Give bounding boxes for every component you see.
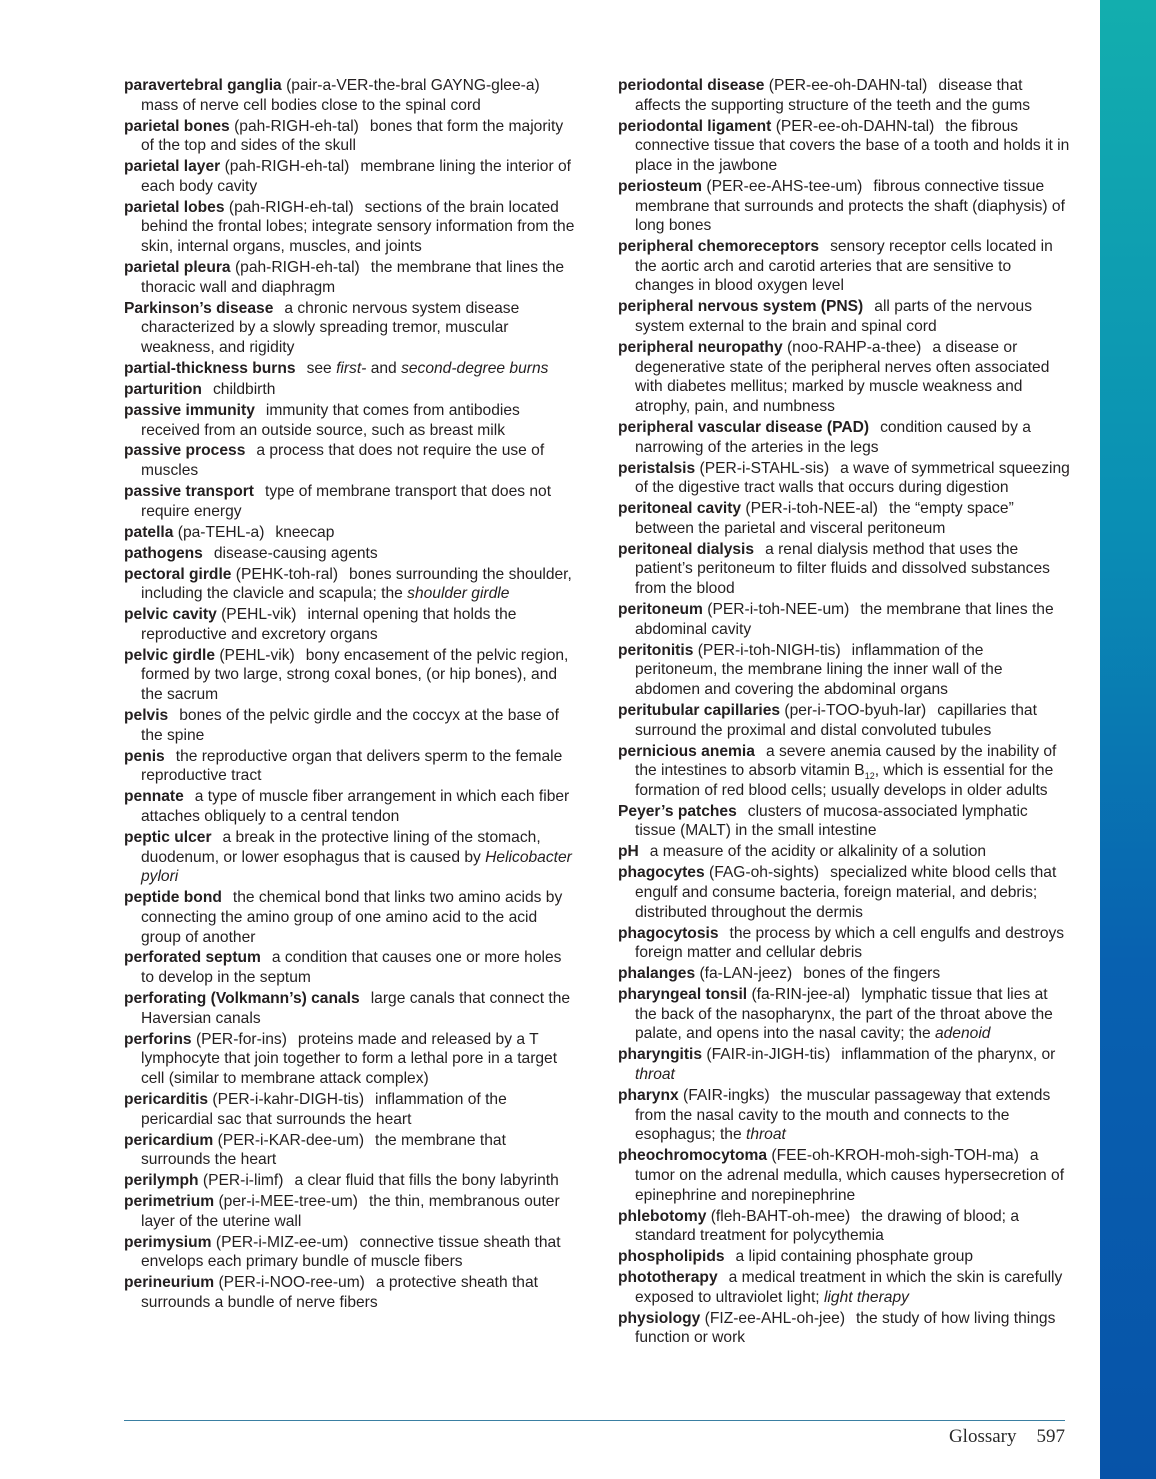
glossary-pronunciation: (PER-i-KAR-dee-um) bbox=[217, 1131, 365, 1149]
glossary-definition: a chronic nervous system disease characterized by a slowly spreading tremor, muscular weakness, and rigidity bbox=[141, 299, 520, 357]
glossary-definition: a type of muscle fiber arrangement in which each fiber attaches obliquely to a central tendon bbox=[141, 788, 570, 825]
glossary-definition: a process that does not require the use of muscles bbox=[141, 442, 545, 480]
glossary-pronunciation: (PEHL-vik) bbox=[219, 646, 295, 664]
glossary-entry bbox=[124, 888, 576, 947]
glossary-entry bbox=[618, 863, 1070, 922]
glossary-definition: the study of how living things function or work bbox=[635, 1309, 1056, 1347]
glossary-entry bbox=[124, 989, 576, 1028]
glossary-term: pelvis bbox=[124, 707, 169, 725]
glossary-pronunciation: (PER-i-toh-NIGH-tis) bbox=[697, 641, 841, 659]
glossary-entry bbox=[618, 1247, 1070, 1267]
glossary-definition: a medical treatment in which the skin is carefully exposed to ultraviolet light; bbox=[635, 1269, 1063, 1306]
glossary-entry bbox=[124, 76, 576, 115]
glossary-pronunciation: (PER-i-toh-NEE-al) bbox=[745, 500, 878, 518]
glossary-definition-subscript: 12 bbox=[864, 771, 875, 782]
glossary-definition: all parts of the nervous system external to the brain and spinal cord bbox=[635, 298, 1033, 336]
glossary-term: parietal layer bbox=[124, 158, 221, 176]
glossary-definition: sections of the brain located behind the frontal lobes; integrate sensory information from the skin, internal organs, muscles, and joints bbox=[141, 198, 575, 256]
glossary-term: pernicious anemia bbox=[618, 742, 755, 760]
glossary-definition: connective tissue sheath that envelops each primary bundle of muscle fibers bbox=[141, 1233, 561, 1271]
glossary-entry bbox=[618, 600, 1070, 639]
glossary-definition: a clear fluid that fills the bony labyrinth bbox=[294, 1172, 559, 1190]
glossary-term: parietal bones bbox=[124, 117, 230, 135]
glossary-definition: bones surrounding the shoulder, including the clavicle and scapula; the bbox=[141, 565, 572, 603]
glossary-definition-cont: and bbox=[366, 359, 402, 377]
glossary-term: passive transport bbox=[124, 483, 254, 501]
glossary-entry bbox=[618, 924, 1070, 963]
glossary-pronunciation: (PER-ee-oh-DAHN-tal) bbox=[768, 77, 928, 94]
glossary-entry bbox=[124, 544, 576, 564]
glossary-term: Parkinson’s disease bbox=[124, 299, 274, 317]
glossary-definition: a severe anemia caused by the inability of the intestines to absorb vitamin B bbox=[635, 742, 1057, 780]
glossary-definition: the process by which a cell engulfs and destroys foreign matter and cellular debris bbox=[635, 924, 1065, 962]
glossary-definition: type of membrane transport that does not require energy bbox=[141, 483, 552, 520]
glossary-pronunciation: (pah-RIGH-eh-tal) bbox=[234, 117, 359, 135]
glossary-term: perilymph bbox=[124, 1172, 199, 1190]
glossary-term: passive immunity bbox=[124, 401, 255, 419]
page-footer bbox=[949, 1426, 1065, 1448]
glossary-entry bbox=[124, 1131, 576, 1170]
glossary-pronunciation: (FAIR-in-JIGH-tis) bbox=[706, 1046, 831, 1064]
glossary-column-left bbox=[124, 76, 576, 1314]
glossary-term: perforated septum bbox=[124, 949, 261, 967]
glossary-pronunciation: (pah-RIGH-eh-tal) bbox=[224, 158, 350, 176]
glossary-pronunciation: (PER-i-STAHL-sis) bbox=[699, 459, 830, 477]
glossary-definition: the chemical bond that links two amino acids by connecting the amino group of one amino acid to the acid group of another bbox=[141, 889, 563, 946]
glossary-definition: the reproductive organ that delivers sperm to the female reproductive tract bbox=[141, 747, 563, 785]
glossary-entry bbox=[124, 380, 576, 400]
page-number: 597 bbox=[1036, 1426, 1065, 1447]
glossary-entry bbox=[124, 1030, 576, 1089]
glossary-term: periosteum bbox=[618, 177, 703, 195]
glossary-pronunciation: (per-i-TOO-byuh-lar) bbox=[784, 701, 927, 719]
glossary-definition: a disease or degenerative state of the peripheral nerves often associated with diabetes mellitus; marked by muscle weakness and atrophy, pain, and numbness bbox=[635, 339, 1050, 415]
glossary-term: pelvic girdle bbox=[124, 646, 215, 664]
glossary-definition: specialized white blood cells that engulf and consume bacteria, foreign material, and debris; distributed throughout the dermis bbox=[635, 864, 1057, 921]
glossary-entry bbox=[124, 117, 576, 156]
glossary-term: peripheral chemoreceptors bbox=[618, 238, 820, 256]
glossary-definition: disease-causing agents bbox=[213, 544, 378, 562]
glossary-term: phagocytosis bbox=[618, 924, 719, 942]
glossary-term: perimetrium bbox=[124, 1193, 215, 1211]
glossary-definition: a renal dialysis method that uses the patient’s peritoneum to filter fluids and dissolved substances from the blood bbox=[635, 540, 1050, 598]
glossary-pronunciation: (PER-ee-oh-DAHN-tal) bbox=[775, 117, 935, 135]
glossary-term: pheochromocytoma bbox=[618, 1147, 768, 1165]
glossary-definition: the thin, membranous outer layer of the uterine wall bbox=[141, 1193, 560, 1230]
glossary-pronunciation: (PEHL-vik) bbox=[221, 606, 297, 624]
glossary-pronunciation: (PER-for-ins) bbox=[195, 1030, 287, 1048]
glossary-definition: a measure of the acidity or alkalinity of a solution bbox=[649, 843, 987, 861]
glossary-definition-italic: throat bbox=[745, 1126, 786, 1144]
glossary-definition: childbirth bbox=[212, 380, 276, 398]
glossary-term: perineurium bbox=[124, 1274, 215, 1292]
glossary-entry bbox=[618, 964, 1070, 984]
glossary-entry bbox=[618, 237, 1070, 296]
glossary-pronunciation: (fa-RIN-jee-al) bbox=[751, 986, 851, 1004]
glossary-term: pharynx bbox=[618, 1087, 679, 1105]
glossary-entry bbox=[124, 482, 576, 521]
glossary-definition-italic: light therapy bbox=[823, 1288, 909, 1306]
glossary-pronunciation: (fleh-BAHT-oh-mee) bbox=[710, 1207, 851, 1225]
glossary-definition: inflammation of the pharynx, or bbox=[841, 1046, 1056, 1064]
glossary-definition: membrane lining the interior of each body cavity bbox=[141, 158, 571, 195]
glossary-entry bbox=[124, 948, 576, 987]
glossary-entry bbox=[618, 540, 1070, 599]
glossary-entry bbox=[124, 646, 576, 705]
glossary-pronunciation: (FIZ-ee-AHL-oh-jee) bbox=[704, 1309, 846, 1327]
glossary-entry bbox=[618, 499, 1070, 538]
glossary-pronunciation: (pah-RIGH-eh-tal) bbox=[234, 259, 360, 277]
glossary-term: pharyngitis bbox=[618, 1046, 703, 1064]
glossary-entry bbox=[618, 1045, 1070, 1084]
glossary-entry bbox=[124, 299, 576, 358]
glossary-term: peripheral nervous system (PNS) bbox=[618, 298, 864, 316]
glossary-term: periodontal ligament bbox=[618, 117, 772, 135]
glossary-pronunciation: (PEHK-toh-ral) bbox=[235, 565, 339, 583]
glossary-entry bbox=[618, 842, 1070, 862]
glossary-definition-italic: shoulder girdle bbox=[407, 585, 510, 603]
glossary-term: parturition bbox=[124, 380, 202, 398]
glossary-definition-cont: , which is essential for the formation of red blood cells; usually develops in older adults bbox=[635, 762, 1054, 799]
glossary-entry bbox=[124, 441, 576, 480]
glossary-pronunciation: (FAIR-ingks) bbox=[683, 1087, 770, 1105]
glossary-definition: a condition that causes one or more holes to develop in the septum bbox=[141, 949, 562, 987]
glossary-term: peptide bond bbox=[124, 889, 222, 907]
glossary-entry bbox=[618, 177, 1070, 236]
glossary-entry bbox=[124, 198, 576, 257]
glossary-entry bbox=[618, 742, 1070, 801]
glossary-pronunciation: (PER-i-kahr-DIGH-tis) bbox=[212, 1090, 365, 1108]
glossary-definition: a wave of symmetrical squeezing of the digestive tract walls that occurs during digestion bbox=[635, 459, 1070, 497]
glossary-entry bbox=[618, 802, 1070, 841]
glossary-definition: inflammation of the peritoneum, the membrane lining the inner wall of the abdomen and covering the abdominal organs bbox=[635, 641, 1003, 698]
glossary-definition: the drawing of blood; a standard treatment for polycythemia bbox=[635, 1207, 1020, 1245]
glossary-pronunciation: (pa-TEHL-a) bbox=[177, 523, 265, 541]
glossary-entry bbox=[618, 1086, 1070, 1145]
glossary-pronunciation: (pah-RIGH-eh-tal) bbox=[228, 198, 354, 216]
glossary-pronunciation: (PER-i-limf) bbox=[202, 1172, 284, 1190]
glossary-definition: disease that affects the supporting structure of the teeth and the gums bbox=[635, 77, 1030, 114]
glossary-pronunciation: (PER-i-NOO-ree-um) bbox=[218, 1274, 365, 1292]
glossary-entry bbox=[618, 338, 1070, 417]
glossary-entry bbox=[124, 706, 576, 745]
glossary-entry bbox=[618, 985, 1070, 1044]
glossary-definition: lymphatic tissue that lies at the back of the nasopharynx, the part of the throat above the palate, and opens into the nasal cavity; the bbox=[635, 986, 1053, 1043]
glossary-entry bbox=[124, 1233, 576, 1272]
glossary-definition: bones that form the majority of the top and sides of the skull bbox=[141, 117, 564, 155]
glossary-term: periodontal disease bbox=[618, 77, 765, 94]
glossary-term: pericardium bbox=[124, 1131, 214, 1149]
glossary-definition: the membrane that lines the thoracic wall and diaphragm bbox=[141, 259, 565, 296]
glossary-entry bbox=[124, 1171, 576, 1191]
glossary-definition: large canals that connect the Haversian canals bbox=[141, 990, 571, 1027]
glossary-term: peritoneal dialysis bbox=[618, 540, 755, 558]
glossary-term: peptic ulcer bbox=[124, 828, 212, 846]
glossary-pronunciation: (pair-a-VER-the-bral GAYNG-glee-a) bbox=[286, 77, 540, 94]
glossary-definition: the membrane that surrounds the heart bbox=[141, 1131, 506, 1169]
glossary-pronunciation: (per-i-MEE-tree-um) bbox=[218, 1193, 358, 1211]
glossary-term: phagocytes bbox=[618, 864, 705, 882]
glossary-term: perforating (Volkmann’s) canals bbox=[124, 990, 360, 1008]
glossary-term: phospholipids bbox=[618, 1248, 725, 1266]
glossary-term: pH bbox=[618, 843, 639, 861]
glossary-pronunciation: (FAG-oh-sights) bbox=[709, 864, 820, 882]
glossary-term: peristalsis bbox=[618, 459, 696, 477]
glossary-term: Peyer’s patches bbox=[618, 802, 737, 820]
glossary-entry bbox=[618, 1146, 1070, 1205]
glossary-definition: fibrous connective tissue membrane that surrounds and protects the shaft (diaphysis) of long bones bbox=[635, 177, 1065, 235]
glossary-term: peritoneal cavity bbox=[618, 500, 742, 518]
glossary-definition: capillaries that surround the proximal and distal convoluted tubules bbox=[635, 701, 1037, 739]
glossary-entry bbox=[618, 117, 1070, 176]
glossary-term: peripheral neuropathy bbox=[618, 339, 783, 357]
glossary-definition: mass of nerve cell bodies close to the spinal cord bbox=[141, 96, 481, 114]
glossary-definition: a break in the protective lining of the stomach, duodenum, or lower esophagus that is caused by bbox=[141, 828, 541, 866]
glossary-term: peritoneum bbox=[618, 601, 703, 619]
glossary-definition: the fibrous connective tissue that covers the base of a tooth and holds it in place in the jawbone bbox=[635, 117, 1070, 174]
glossary-pronunciation: (FEE-oh-KROH-moh-sigh-TOH-ma) bbox=[771, 1147, 1019, 1165]
glossary-term: pharyngeal tonsil bbox=[618, 986, 748, 1004]
glossary-entry bbox=[618, 1207, 1070, 1246]
glossary-term: peritonitis bbox=[618, 641, 694, 659]
glossary-entry bbox=[124, 359, 576, 379]
glossary-definition: the muscular passageway that extends from the nasal cavity to the mouth and connects to the esophagus; the bbox=[635, 1087, 1051, 1144]
glossary-entry bbox=[124, 828, 576, 887]
glossary-definition: the “empty space” between the parietal and visceral peritoneum bbox=[635, 500, 1014, 537]
glossary-definition-italic: adenoid bbox=[934, 1025, 991, 1043]
glossary-term: perforins bbox=[124, 1030, 192, 1048]
glossary-entry bbox=[618, 76, 1070, 115]
glossary-term: perimysium bbox=[124, 1233, 212, 1251]
glossary-definition: immunity that comes from antibodies received from an outside source, such as breast milk bbox=[141, 401, 520, 439]
glossary-entry bbox=[124, 787, 576, 826]
glossary-term: parietal lobes bbox=[124, 198, 225, 216]
glossary-definition: internal opening that holds the reproductive and excretory organs bbox=[141, 606, 517, 643]
glossary-entry bbox=[618, 418, 1070, 457]
glossary-entry bbox=[618, 701, 1070, 740]
glossary-entry bbox=[124, 523, 576, 543]
glossary-entry bbox=[124, 747, 576, 786]
glossary-entry bbox=[124, 1273, 576, 1312]
glossary-term: passive process bbox=[124, 442, 246, 460]
glossary-definition-italic: throat bbox=[635, 1066, 675, 1084]
glossary-definition: proteins made and released by a T lymphocyte that join together to form a lethal pore in a target cell (similar to membrane attack complex) bbox=[141, 1030, 558, 1087]
glossary-entry bbox=[618, 1268, 1070, 1307]
glossary-term: phlebotomy bbox=[618, 1207, 707, 1225]
glossary-term: paravertebral ganglia bbox=[124, 77, 282, 94]
glossary-definition: sensory receptor cells located in the aortic arch and carotid arteries that are sensitive to changes in blood oxygen level bbox=[635, 238, 1053, 295]
glossary-term: penis bbox=[124, 747, 165, 765]
glossary-column-right bbox=[618, 76, 1070, 1349]
glossary-term: pericarditis bbox=[124, 1090, 209, 1108]
section-label: Glossary bbox=[948, 1426, 1017, 1447]
glossary-term: pathogens bbox=[124, 544, 203, 562]
glossary-term: parietal pleura bbox=[124, 259, 231, 277]
glossary-entry bbox=[124, 565, 576, 604]
glossary-term: phalanges bbox=[618, 965, 696, 983]
glossary-term: peripheral vascular disease (PAD) bbox=[618, 418, 870, 436]
glossary-definition: a lipid containing phosphate group bbox=[735, 1248, 974, 1266]
glossary-term: patella bbox=[124, 523, 174, 541]
chapter-edge-tab bbox=[1100, 0, 1156, 1479]
glossary-definition: a tumor on the adrenal medulla, which causes hypersecretion of epinephrine and norepinephrine bbox=[635, 1147, 1065, 1204]
glossary-pronunciation: (noo-RAHP-a-thee) bbox=[786, 339, 922, 357]
glossary-pronunciation: (fa-LAN-jeez) bbox=[699, 965, 793, 983]
glossary-definition: bones of the pelvic girdle and the coccyx at the base of the spine bbox=[141, 707, 559, 744]
glossary-definition-italic: first- bbox=[336, 359, 367, 377]
glossary-definition: see bbox=[306, 359, 337, 377]
footer-rule bbox=[124, 1420, 1065, 1421]
glossary-term: physiology bbox=[618, 1309, 701, 1327]
glossary-definition: the membrane that lines the abdominal cavity bbox=[635, 601, 1054, 638]
glossary-entry bbox=[124, 1192, 576, 1231]
glossary-entry bbox=[124, 401, 576, 440]
glossary-definition: bony encasement of the pelvic region, formed by two large, strong coxal bones, (or hip bones), and the sacrum bbox=[141, 646, 569, 704]
glossary-pronunciation: (PER-i-toh-NEE-um) bbox=[707, 601, 850, 619]
glossary-term: pennate bbox=[124, 788, 184, 806]
glossary-definition: a protective sheath that surrounds a bundle of nerve fibers bbox=[141, 1274, 538, 1311]
glossary-pronunciation: (PER-ee-AHS-tee-um) bbox=[706, 177, 863, 195]
glossary-term: peritubular capillaries bbox=[618, 701, 781, 719]
glossary-definition: kneecap bbox=[275, 523, 335, 541]
glossary-entry bbox=[618, 297, 1070, 336]
glossary-term: phototherapy bbox=[618, 1269, 718, 1287]
glossary-definition: clusters of mucosa-associated lymphatic tissue (MALT) in the small intestine bbox=[635, 802, 1028, 840]
glossary-definition-italic: Helicobacter pylori bbox=[141, 848, 572, 886]
glossary-entry bbox=[124, 258, 576, 297]
glossary-term: pectoral girdle bbox=[124, 565, 232, 583]
glossary-definition: condition caused by a narrowing of the arteries in the legs bbox=[635, 418, 1031, 456]
glossary-entry bbox=[124, 605, 576, 644]
glossary-term: pelvic cavity bbox=[124, 606, 217, 624]
glossary-entry bbox=[618, 459, 1070, 498]
glossary-definition-italic: second-degree burns bbox=[401, 359, 549, 377]
glossary-term: partial-thickness burns bbox=[124, 359, 296, 377]
glossary-definition: bones of the fingers bbox=[803, 965, 941, 983]
glossary-entry bbox=[618, 1309, 1070, 1348]
glossary-entry bbox=[618, 641, 1070, 700]
glossary-entry bbox=[124, 157, 576, 196]
glossary-entry bbox=[124, 1090, 576, 1129]
glossary-pronunciation: (PER-i-MIZ-ee-um) bbox=[215, 1233, 349, 1251]
glossary-definition: inflammation of the pericardial sac that surrounds the heart bbox=[141, 1090, 507, 1128]
